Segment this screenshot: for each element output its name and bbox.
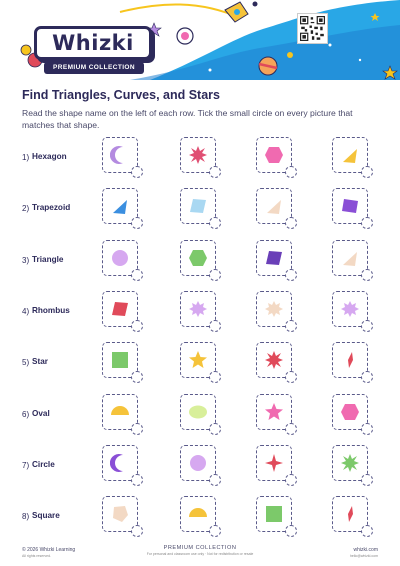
logo-tagline: PREMIUM COLLECTION — [44, 62, 144, 74]
tick-circle[interactable] — [285, 217, 297, 229]
tick-circle[interactable] — [131, 320, 143, 332]
picture-card — [256, 291, 296, 331]
star-burst-shape-icon — [340, 453, 360, 473]
tick-circle[interactable] — [131, 166, 143, 178]
picture-card — [102, 291, 142, 331]
tick-circle[interactable] — [361, 166, 373, 178]
qr-code-icon — [297, 13, 328, 44]
picture-card — [102, 445, 142, 485]
worksheet-row — [0, 137, 400, 183]
tick-circle[interactable] — [285, 423, 297, 435]
rhombus-shape-icon — [264, 248, 284, 268]
tick-circle[interactable] — [285, 371, 297, 383]
rhombus-shape-icon — [188, 196, 208, 216]
tick-circle[interactable] — [285, 166, 297, 178]
row-number: 8) — [22, 512, 30, 521]
star4-shape-icon — [264, 453, 284, 473]
picture-card — [256, 394, 296, 434]
collection-text: PREMIUM COLLECTION — [163, 545, 237, 551]
brand-logo — [34, 22, 152, 74]
tick-circle[interactable] — [131, 217, 143, 229]
picture-card — [256, 496, 296, 536]
crescent-shape-icon — [110, 145, 130, 165]
star-burst-shape-icon — [188, 145, 208, 165]
square-shape-icon — [110, 350, 130, 370]
tick-circle[interactable] — [285, 525, 297, 537]
triangle-shape-icon — [340, 248, 360, 268]
star-burst-shape-icon — [264, 350, 284, 370]
tick-circle[interactable] — [209, 217, 221, 229]
tick-circle[interactable] — [361, 423, 373, 435]
picture-card — [180, 240, 220, 280]
picture-card — [332, 342, 372, 382]
half-circle-shape-icon — [188, 504, 208, 524]
usage-text: For personal and classroom use only · Not for redistribution or resale — [146, 552, 254, 556]
site-link[interactable]: whizki.com — [353, 547, 378, 553]
picture-card — [332, 137, 372, 177]
tick-circle[interactable] — [361, 217, 373, 229]
row-shape-name: Circle — [32, 460, 55, 469]
picture-card — [102, 240, 142, 280]
tick-circle[interactable] — [209, 269, 221, 281]
tick-circle[interactable] — [285, 474, 297, 486]
picture-card — [332, 291, 372, 331]
tick-circle[interactable] — [361, 320, 373, 332]
picture-card — [256, 342, 296, 382]
star-shape-icon — [188, 350, 208, 370]
tick-circle[interactable] — [361, 525, 373, 537]
worksheet-row — [0, 394, 400, 440]
tick-circle[interactable] — [209, 166, 221, 178]
sliver-shape-icon — [340, 350, 360, 370]
tick-circle[interactable] — [131, 269, 143, 281]
picture-card — [332, 188, 372, 228]
crescent-shape-icon — [110, 453, 130, 473]
hexagon-shape-icon — [264, 145, 284, 165]
oval-shape-icon — [188, 402, 208, 422]
rhombus-shape-icon — [110, 299, 130, 319]
pentagon-shape-icon — [110, 504, 130, 524]
row-number: 4) — [22, 307, 30, 316]
tick-circle[interactable] — [361, 371, 373, 383]
row-shape-name: Trapezoid — [32, 203, 71, 212]
picture-card — [102, 496, 142, 536]
tick-circle[interactable] — [209, 371, 221, 383]
row-shape-name: Hexagon — [32, 152, 67, 161]
circle-shape-icon — [188, 453, 208, 473]
picture-card — [332, 394, 372, 434]
tick-circle[interactable] — [209, 320, 221, 332]
tick-circle[interactable] — [285, 269, 297, 281]
hexagon-shape-icon — [188, 248, 208, 268]
rights-text: All rights reserved. — [22, 554, 51, 558]
tick-circle[interactable] — [209, 423, 221, 435]
picture-card — [332, 496, 372, 536]
tick-circle[interactable] — [209, 525, 221, 537]
row-shape-name: Square — [32, 511, 60, 520]
logo-badge — [34, 26, 152, 60]
triangle-shape-icon — [340, 145, 360, 165]
half-circle-shape-icon — [110, 402, 130, 422]
footer-collection — [120, 545, 280, 556]
tick-circle[interactable] — [361, 474, 373, 486]
trapezoid-shape-icon — [340, 196, 360, 216]
footer-copyright — [22, 547, 75, 558]
worksheet-row — [0, 342, 400, 388]
picture-card — [102, 394, 142, 434]
tick-circle[interactable] — [361, 269, 373, 281]
sliver-shape-icon — [340, 504, 360, 524]
picture-card — [180, 394, 220, 434]
row-shape-name: Star — [32, 357, 48, 366]
worksheet-row — [0, 188, 400, 234]
triangle-shape-icon — [264, 196, 284, 216]
row-number: 1) — [22, 153, 30, 162]
flower-shape-icon — [340, 299, 360, 319]
worksheet-row — [0, 445, 400, 491]
row-number: 3) — [22, 256, 30, 265]
picture-card — [332, 240, 372, 280]
star-shape-icon — [264, 402, 284, 422]
flower-shape-icon — [264, 299, 284, 319]
picture-card — [256, 188, 296, 228]
tick-circle[interactable] — [131, 371, 143, 383]
row-shape-name: Rhombus — [32, 306, 70, 315]
row-shape-name: Triangle — [32, 255, 64, 264]
row-number: 2) — [22, 204, 30, 213]
picture-card — [102, 342, 142, 382]
picture-card — [332, 445, 372, 485]
triangle-shape-icon — [110, 196, 130, 216]
picture-card — [180, 342, 220, 382]
hexagon-shape-icon — [340, 402, 360, 422]
tick-circle[interactable] — [209, 474, 221, 486]
tick-circle[interactable] — [131, 474, 143, 486]
worksheet-row — [0, 291, 400, 337]
picture-card — [180, 188, 220, 228]
worksheet-row — [0, 496, 400, 542]
page-title: Find Triangles, Curves, and Stars — [22, 88, 220, 102]
picture-card — [180, 445, 220, 485]
picture-card — [180, 137, 220, 177]
footer-contact — [330, 547, 378, 558]
instructions-text: Read the shape name on the left of each row. Tick the small circle on every picture that matches that shape. — [22, 108, 353, 130]
flower-shape-icon — [188, 299, 208, 319]
picture-card — [256, 240, 296, 280]
picture-card — [180, 291, 220, 331]
logo-wordmark: Whizki — [52, 31, 134, 55]
row-number: 5) — [22, 358, 30, 367]
copyright-text: © 2026 Whizki Learning — [22, 547, 76, 553]
tick-circle[interactable] — [131, 525, 143, 537]
picture-card — [256, 445, 296, 485]
picture-card — [180, 496, 220, 536]
tick-circle[interactable] — [131, 423, 143, 435]
row-shape-name: Oval — [32, 409, 50, 418]
picture-card — [256, 137, 296, 177]
row-number: 6) — [22, 410, 30, 419]
email-link[interactable]: hello@whizki.com — [349, 554, 378, 558]
picture-card — [102, 137, 142, 177]
circle-shape-icon — [110, 248, 130, 268]
square-shape-icon — [264, 504, 284, 524]
row-number: 7) — [22, 461, 30, 470]
picture-card — [102, 188, 142, 228]
tick-circle[interactable] — [285, 320, 297, 332]
worksheet-row — [0, 240, 400, 286]
